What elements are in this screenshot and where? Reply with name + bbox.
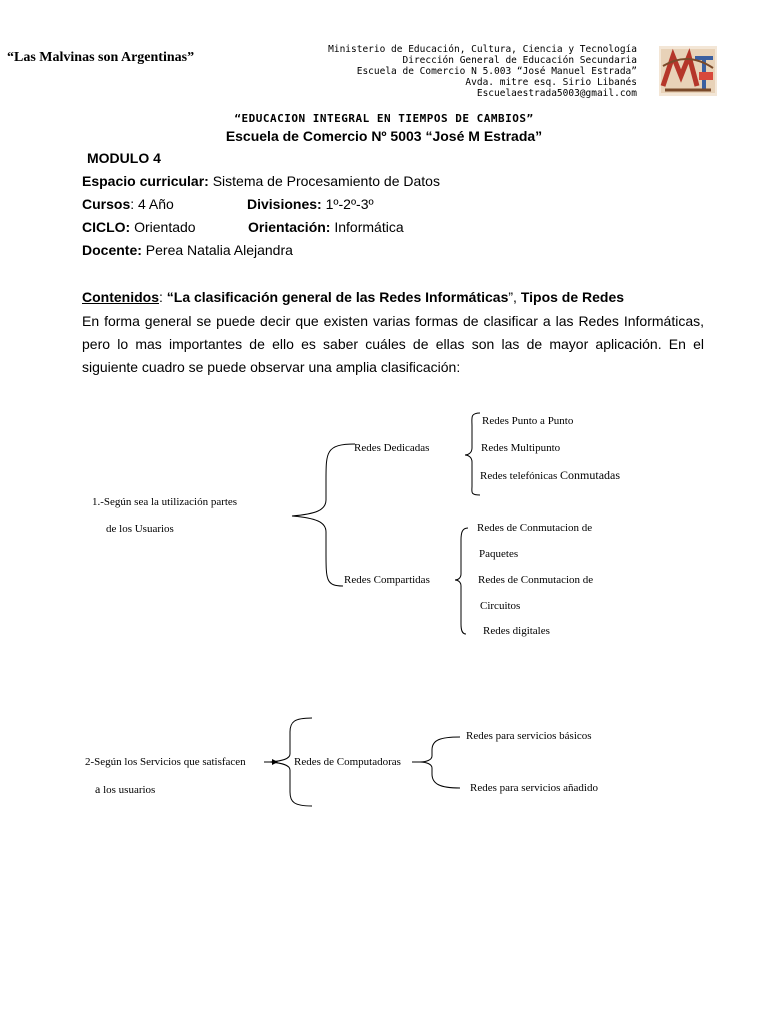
ministry-line-3: Escuela de Comercio N 5.003 “José Manuel Estrada” bbox=[356, 66, 637, 77]
diagram1-shared-item-1: Redes de Conmutacion de bbox=[477, 522, 593, 534]
orientation-value: Informática bbox=[330, 219, 404, 235]
ministry-line-4: Avda. mitre esq. Sirio Libanés bbox=[465, 77, 637, 88]
diagram1-shared-item-4: Circuitos bbox=[480, 600, 521, 612]
diagram1-brace-shared bbox=[455, 528, 468, 634]
divisions-label: Divisiones: bbox=[247, 196, 322, 212]
diagram1-shared-item-3: Redes de Conmutacion de bbox=[478, 574, 594, 586]
diagram1-branch-shared: Redes Compartidas bbox=[344, 574, 430, 586]
diagram2-item-1: Redes para servicios básicos bbox=[466, 730, 592, 742]
contents-types: Tipos de Redes bbox=[520, 289, 625, 305]
ministry-line-1: Ministerio de Educación, Cultura, Ciencia y Tecnología bbox=[328, 44, 637, 55]
diagram1-item-3 bbox=[480, 468, 620, 483]
diagram2-item-2: Redes para servicios añadido bbox=[470, 782, 598, 794]
teacher-value: Perea Natalia Alejandra bbox=[141, 242, 293, 258]
diagram1-shared-item-5: Redes digitales bbox=[483, 625, 550, 637]
diagram1-brace-dedicated bbox=[465, 413, 480, 495]
curricular-space-value: Sistema de Procesamiento de Datos bbox=[208, 173, 440, 189]
contents-paragraph: En forma general se puede decir que existen varias formas de clasificar a las Redes Informáticas, pero lo mas importantes de ello es saber cuáles de ellas son las de mayor aplicación. En el siguiente cuadro se puede observar una amplia clasificación: bbox=[82, 313, 704, 375]
diagram2-root-line1: 2-Según los Servicios que satisfacen bbox=[85, 756, 246, 768]
orientation-label: Orientación: bbox=[248, 219, 331, 235]
cycle-label: CICLO: bbox=[82, 219, 131, 235]
contents-separator: : bbox=[159, 289, 167, 305]
teacher-label: Docente: bbox=[82, 242, 142, 258]
ministry-line-2: Dirección General de Educación Secundaria bbox=[402, 55, 637, 66]
diagram1-root-line2: de los Usuarios bbox=[106, 523, 174, 535]
diagram1-shared-item-2: Paquetes bbox=[479, 548, 519, 560]
diagram1-branch-dedicated: Redes Dedicadas bbox=[354, 442, 430, 454]
integral-education-title: “EDUCACION INTEGRAL EN TIEMPOS DE CAMBIOS” bbox=[234, 112, 534, 125]
motto-text: “Las Malvinas son Argentinas” bbox=[7, 50, 195, 65]
arrow-head-icon bbox=[272, 759, 278, 765]
courses-label: Cursos bbox=[82, 196, 131, 212]
contents-title: “La clasificación general de las Redes Informáticas bbox=[166, 289, 509, 305]
diagram2-items-brace bbox=[420, 737, 460, 788]
diagram1-item-2: Redes Multipunto bbox=[481, 442, 561, 454]
school-title: Escuela de Comercio Nº 5003 “José M Estrada” bbox=[225, 128, 543, 144]
diagram2-root-line2-b: los usuarios bbox=[100, 784, 156, 796]
curricular-space-label: Espacio curricular: bbox=[82, 173, 209, 189]
diagram1-item-3b: Conmutadas bbox=[560, 468, 621, 482]
diagram2-mid-label: Redes de Computadoras bbox=[294, 756, 401, 768]
diagram1-item-3a: Redes telefónicas bbox=[480, 470, 561, 482]
ministry-line-5: Escuelaestrada5003@gmail.com bbox=[476, 88, 637, 99]
cycle-value: Orientado bbox=[130, 219, 196, 235]
diagram2-root-line2 bbox=[95, 782, 155, 797]
diagram1-root-line1: 1.-Según sea la utilización partes bbox=[92, 496, 238, 508]
module-label: MODULO 4 bbox=[87, 150, 161, 166]
contents-label: Contenidos bbox=[82, 289, 159, 305]
courses-value: : 4 Año bbox=[130, 196, 174, 212]
diagram1-item-1: Redes Punto a Punto bbox=[482, 415, 574, 427]
diagram1-main-brace bbox=[292, 444, 355, 586]
contents-mid: ”, bbox=[508, 289, 521, 305]
diagram2-root-line2-a: a bbox=[95, 782, 101, 796]
divisions-value: 1º-2º-3º bbox=[321, 196, 374, 212]
